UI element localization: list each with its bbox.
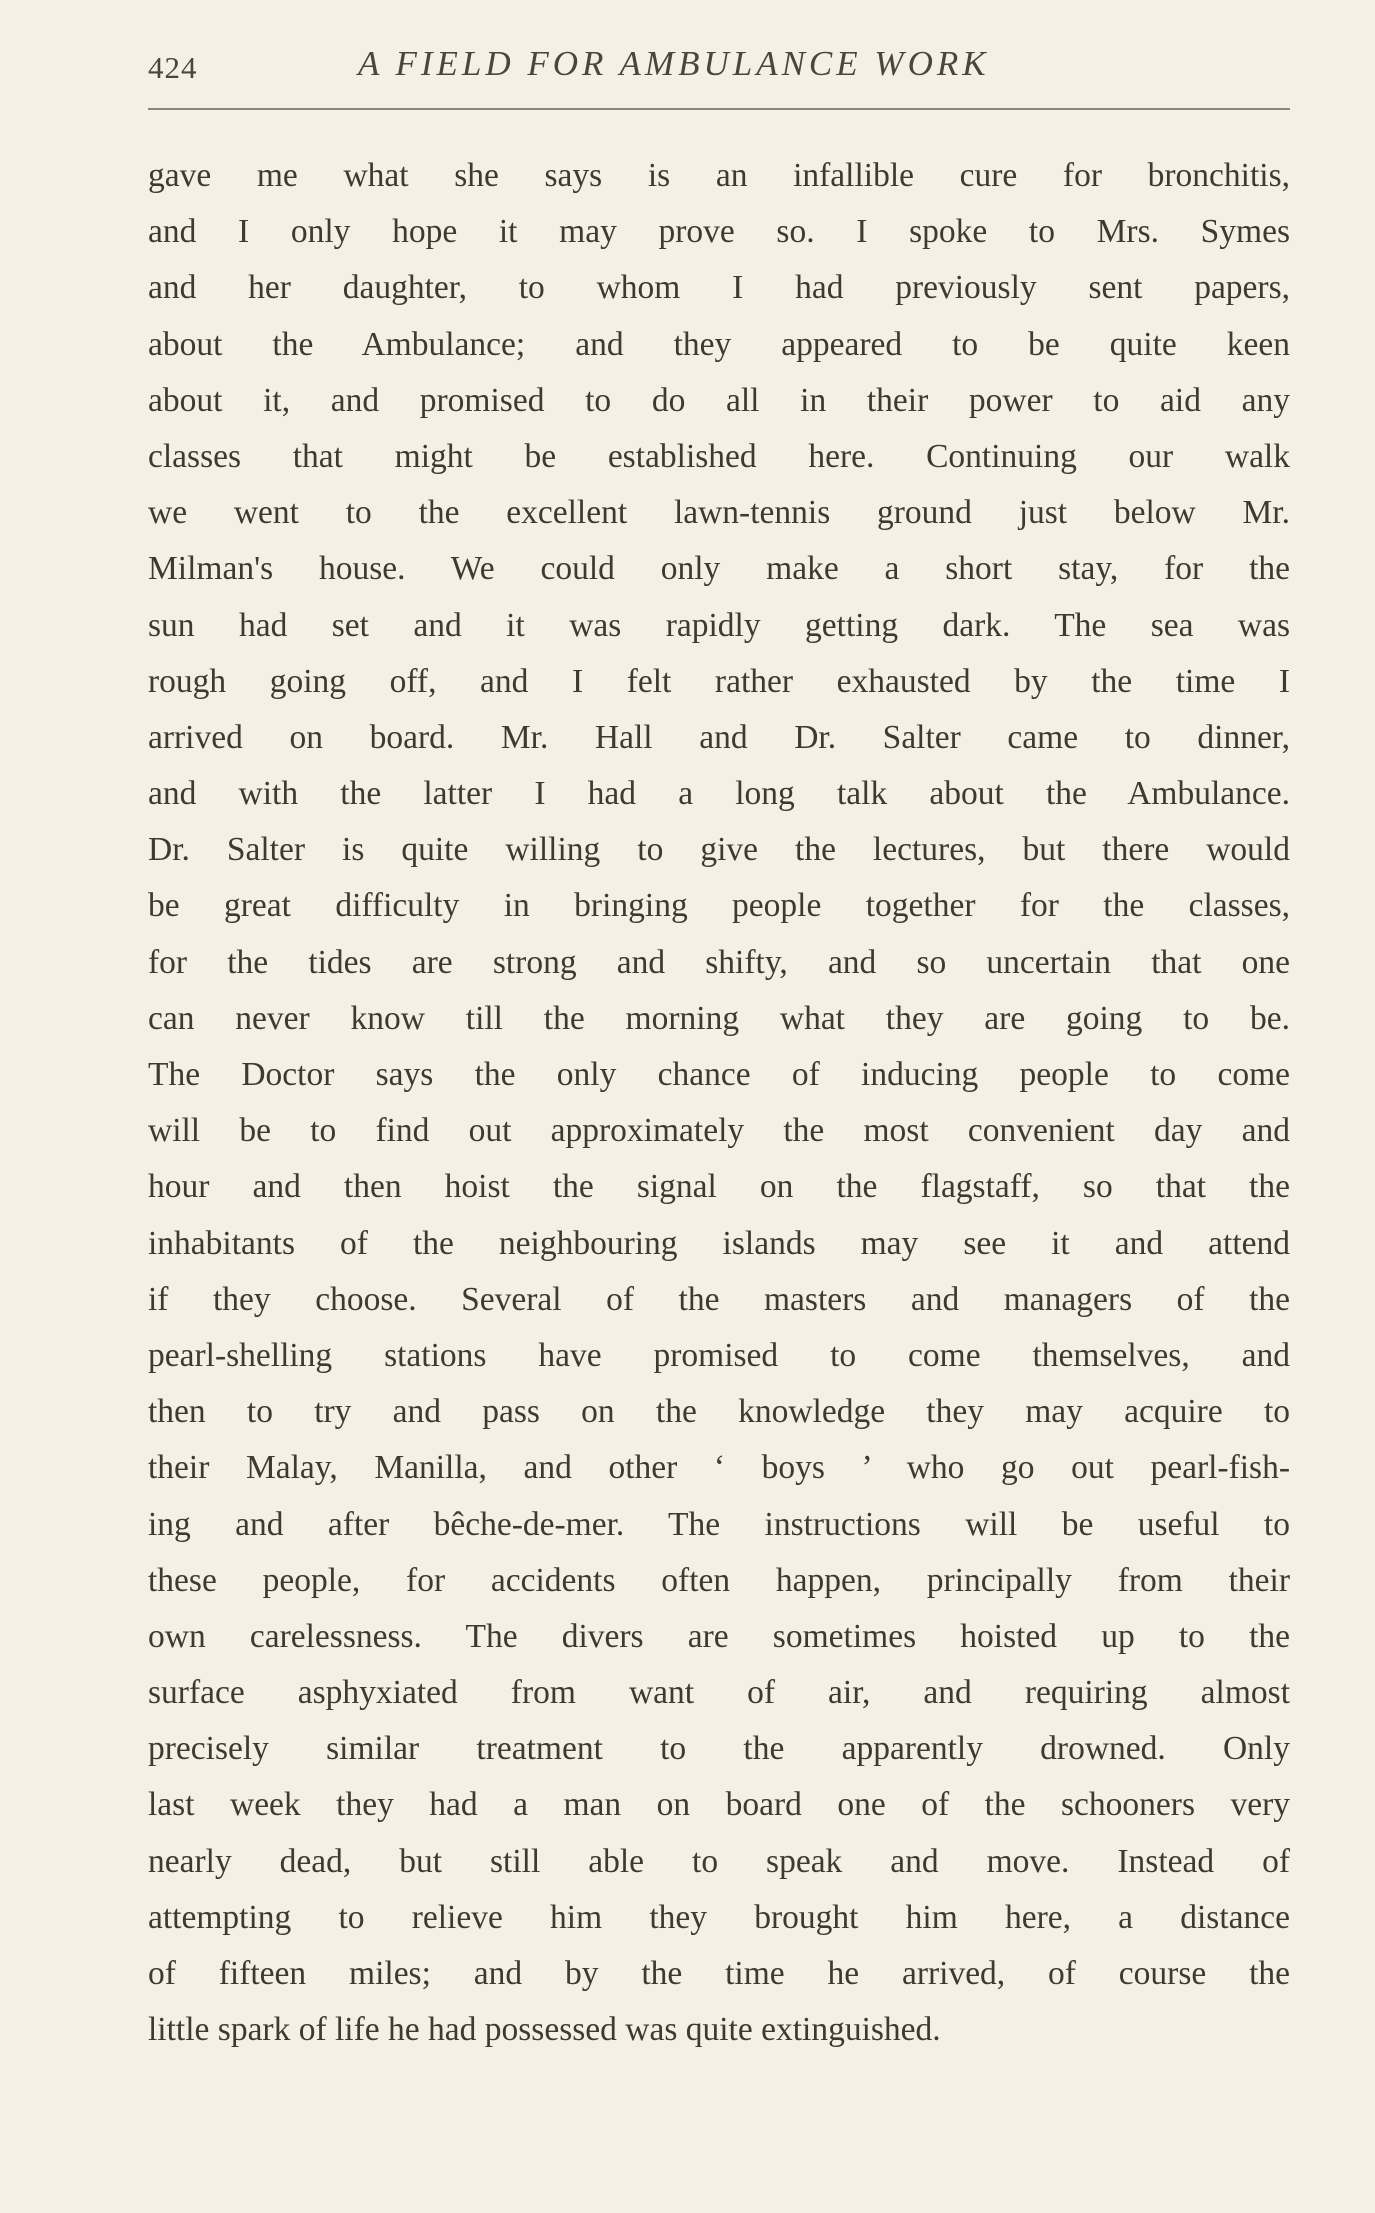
text-line: Milman's house. We could only make a short stay, for the <box>148 550 1290 588</box>
text-line: these people, for accidents often happen, principally from their <box>148 1561 1290 1599</box>
text-line: gave me what she says is an infallible cure for bronchitis, <box>148 157 1290 194</box>
text-line: and her daughter, to whom I had previously sent papers, <box>148 269 1290 307</box>
text-line: their Malay, Manilla, and other ‘ boys ’ who go out pearl-fish- <box>148 1449 1290 1487</box>
text-line: be great difficulty in bringing people together for the classes, <box>148 887 1290 925</box>
text-line: classes that might be established here. Continuing our walk <box>148 437 1290 475</box>
text-line: for the tides are strong and shifty, and so uncertain that one <box>148 943 1290 981</box>
text-line: own carelessness. The divers are sometimes hoisted up to the <box>148 1617 1290 1655</box>
text-line: precisely similar treatment to the apparently drowned. Only <box>148 1730 1290 1768</box>
running-title: A FIELD FOR AMBULANCE WORK <box>358 44 990 83</box>
text-line: little spark of life he had possessed was quite extinguished. <box>148 2011 941 2049</box>
text-line: we went to the excellent lawn-tennis ground just below Mr. <box>148 494 1290 532</box>
text-line: can never know till the morning what they are going to be. <box>148 999 1290 1037</box>
text-line: ing and after bêche-de-mer. The instructions will be useful to <box>148 1505 1290 1543</box>
text-line: hour and then hoist the signal on the flagstaff, so that the <box>148 1168 1290 1206</box>
text-line: and with the latter I had a long talk about the Ambulance. <box>148 775 1290 813</box>
text-line: inhabitants of the neighbouring islands may see it and attend <box>148 1224 1290 1262</box>
text-line: The Doctor says the only chance of inducing people to come <box>148 1056 1290 1093</box>
text-line: of fifteen miles; and by the time he arrived, of course the <box>148 1955 1290 1992</box>
text-line: about the Ambulance; and they appeared to be quite keen <box>148 325 1290 363</box>
text-line: Dr. Salter is quite willing to give the lectures, but there would <box>148 831 1290 869</box>
text-line: surface asphyxiated from want of air, and requiring almost <box>148 1674 1290 1712</box>
text-line: rough going off, and I felt rather exhausted by the time I <box>148 662 1290 700</box>
text-line: sun had set and it was rapidly getting dark. The sea was <box>148 606 1290 644</box>
text-line: about it, and promised to do all in their power to aid any <box>148 381 1290 419</box>
text-line: and I only hope it may prove so. I spoke to Mrs. Symes <box>148 213 1290 251</box>
running-head <box>148 44 1290 94</box>
text-line: then to try and pass on the knowledge they may acquire to <box>148 1393 1290 1431</box>
text-line: pearl-shelling stations have promised to come themselves, and <box>148 1336 1290 1374</box>
body-text <box>148 148 1290 2058</box>
text-line: if they choose. Several of the masters and managers of the <box>148 1280 1290 1318</box>
text-line: last week they had a man on board one of the schooners very <box>148 1786 1290 1824</box>
page-number: 424 <box>148 50 198 85</box>
text-line: nearly dead, but still able to speak and move. Instead of <box>148 1842 1290 1880</box>
text-line: arrived on board. Mr. Hall and Dr. Salter came to dinner, <box>148 718 1290 756</box>
text-line: will be to find out approximately the most convenient day and <box>148 1112 1290 1150</box>
text-line: attempting to relieve him they brought him here, a distance <box>148 1898 1290 1936</box>
header-rule <box>148 108 1290 110</box>
